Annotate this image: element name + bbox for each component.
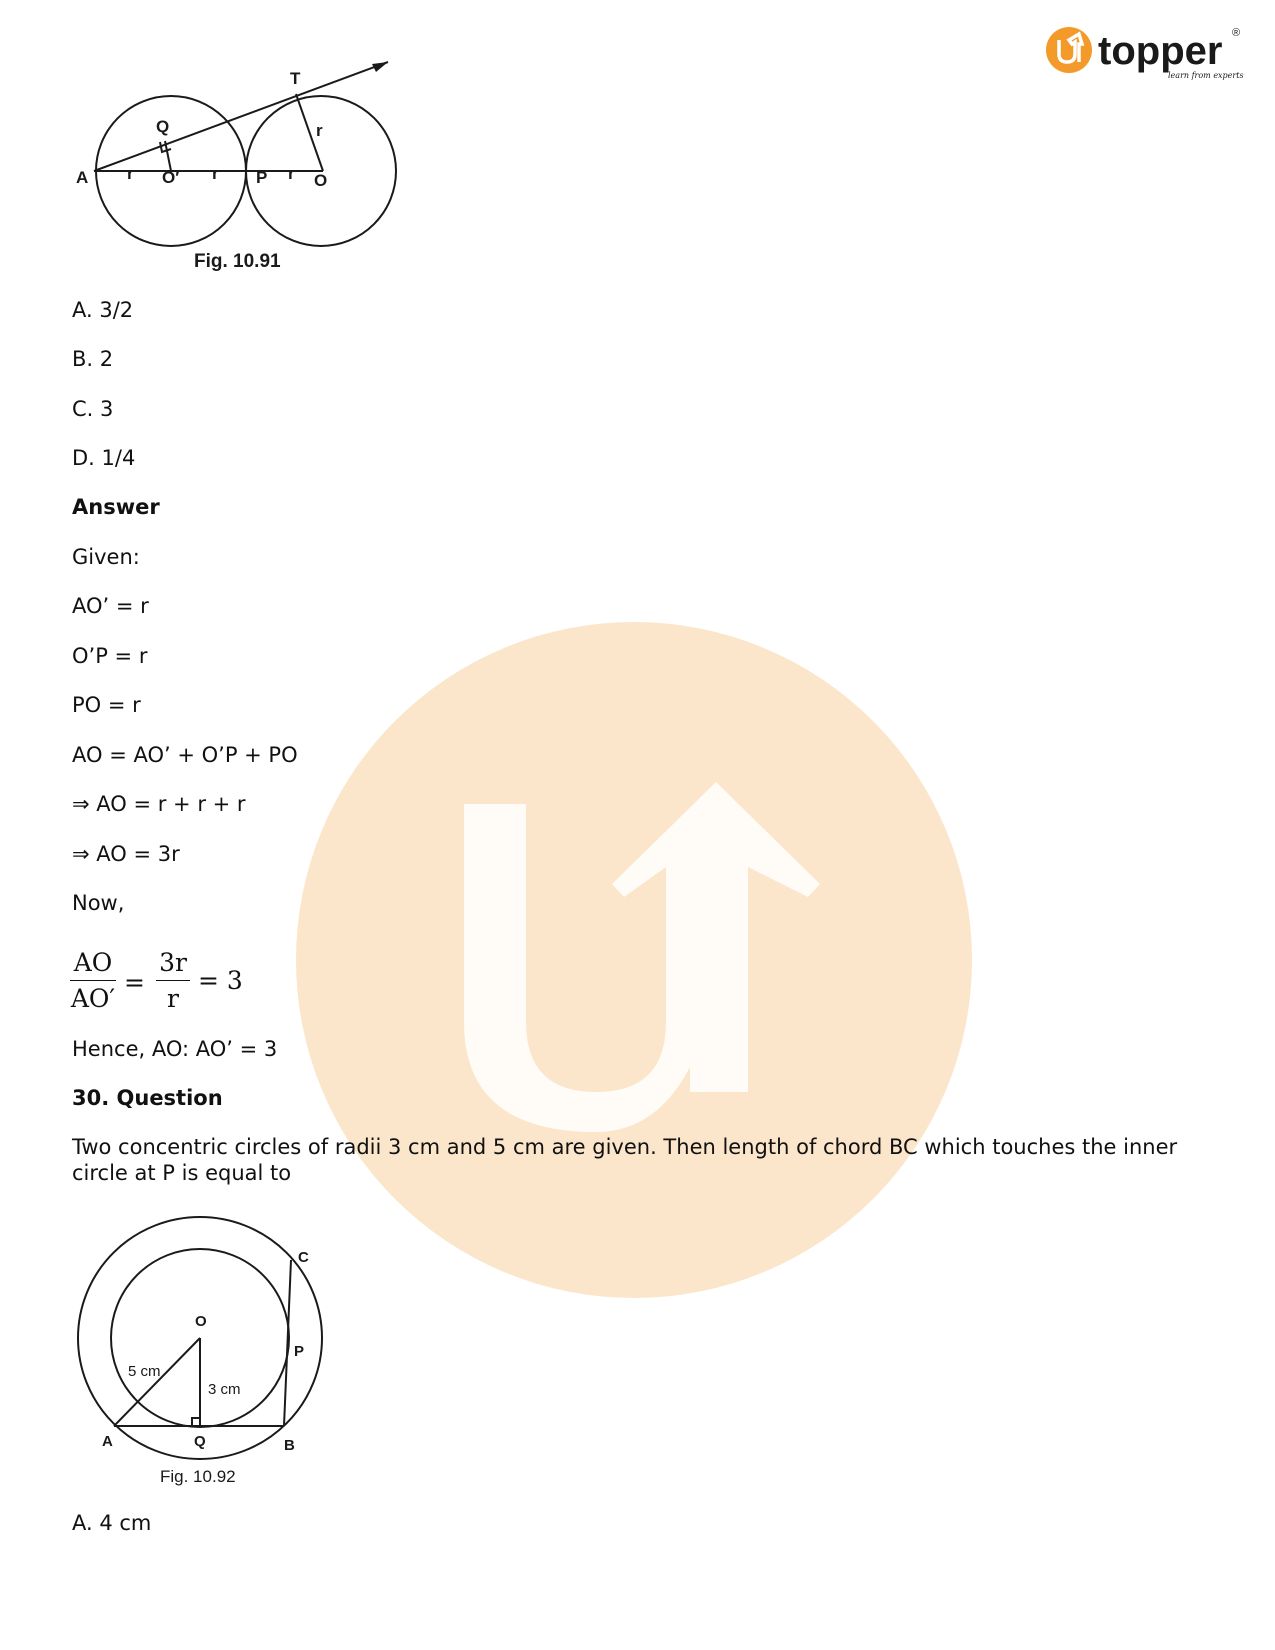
answer-line: PO = r xyxy=(72,693,141,717)
answer-line: ⇒ AO = r + r + r xyxy=(72,792,246,816)
figure-caption: Fig. 10.91 xyxy=(194,251,281,272)
answer-line: ⇒ AO = 3r xyxy=(72,842,180,866)
question-text: Two concentric circles of radii 3 cm and 5 cm are given. Then length of chord BC which touches the inner circle at P is equal to xyxy=(72,1135,1178,1185)
fraction-numerator: 3r xyxy=(159,948,187,977)
answer-line: Now, xyxy=(72,891,125,915)
label-o: O xyxy=(314,171,328,190)
label-p: P xyxy=(256,168,268,187)
registered-mark: ® xyxy=(1232,27,1241,39)
label-5cm: 5 cm xyxy=(128,1363,161,1380)
equals-result: = 3 xyxy=(198,966,243,995)
fraction-ao-over-aoprime xyxy=(70,948,116,1013)
figure-10-91 xyxy=(72,54,412,284)
label-q: Q xyxy=(194,1433,206,1450)
option-a: A. 3/2 xyxy=(72,298,134,322)
label-r1: r xyxy=(127,164,134,183)
brand-name: topper xyxy=(1098,29,1223,73)
label-o-prime: O′ xyxy=(162,168,180,187)
fraction-denominator: AO′ xyxy=(70,984,116,1013)
label-a: A xyxy=(102,1433,113,1450)
label-t: T xyxy=(290,69,301,88)
label-o: O xyxy=(195,1313,207,1330)
brand-logo-graphic xyxy=(1044,24,1244,90)
label-r4: r xyxy=(316,121,323,140)
label-3cm: 3 cm xyxy=(208,1381,241,1398)
label-p: P xyxy=(294,1343,305,1360)
brand-tagline: learn from experts xyxy=(1168,71,1244,80)
equals-sign: = xyxy=(124,968,145,997)
answer-conclusion: Hence, AO: AO’ = 3 xyxy=(72,1037,278,1061)
option-d: D. 1/4 xyxy=(72,446,136,470)
fraction-denominator: r xyxy=(167,984,179,1013)
watermark-logo xyxy=(296,622,972,1298)
answer-line: O’P = r xyxy=(72,644,148,668)
answer-line: AO’ = r xyxy=(72,594,149,618)
fraction-numerator: AO xyxy=(73,948,113,977)
option-c: C. 3 xyxy=(72,397,114,421)
label-c: C xyxy=(298,1249,309,1266)
answer-line: AO = AO’ + O’P + PO xyxy=(72,743,298,767)
answer-heading: Answer xyxy=(72,495,160,519)
figure-10-92 xyxy=(72,1212,342,1494)
label-r2: r xyxy=(212,164,219,183)
figure-caption: Fig. 10.92 xyxy=(160,1467,236,1486)
brand-logo xyxy=(1044,24,1244,90)
answer-line: Given: xyxy=(72,545,140,569)
label-q: Q xyxy=(156,117,170,136)
option-a: A. 4 cm xyxy=(72,1511,152,1535)
option-b: B. 2 xyxy=(72,347,114,371)
fraction-3r-over-r xyxy=(156,948,190,1013)
label-a: A xyxy=(76,168,89,187)
label-r3: r xyxy=(288,164,295,183)
label-b: B xyxy=(284,1437,295,1454)
question-heading: 30. Question xyxy=(72,1086,223,1110)
